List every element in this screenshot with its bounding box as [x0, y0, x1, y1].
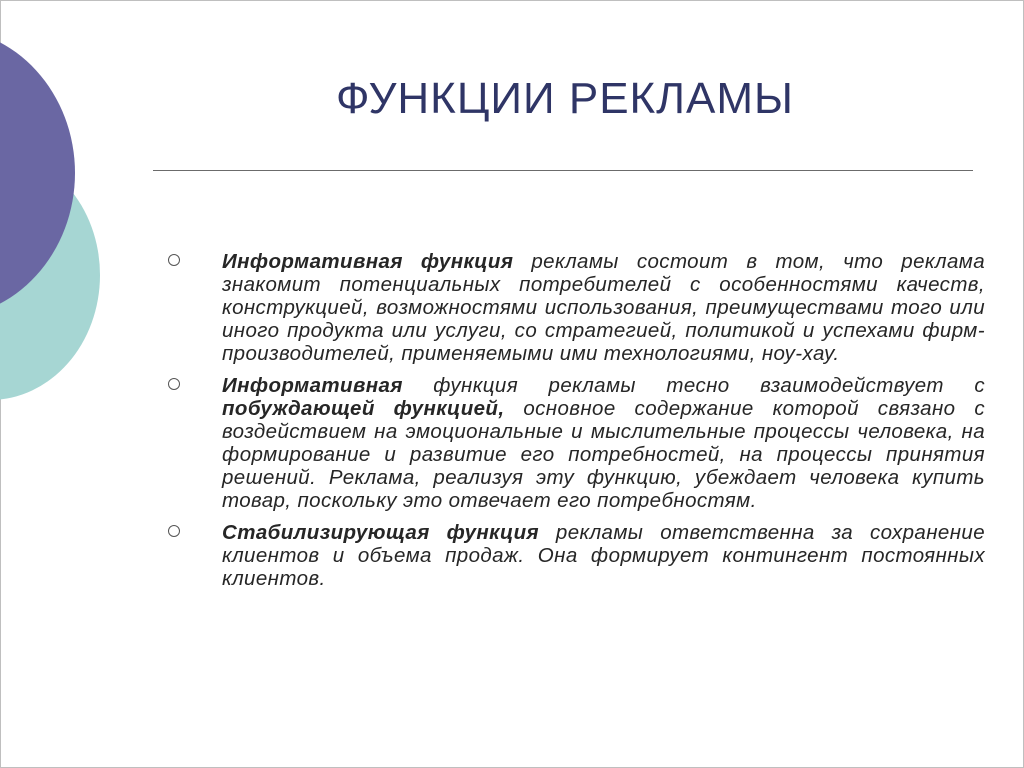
body-text: рекламы состоит в том, что реклама знакомит потенциальных потребителей с особенностями качеств, конструкцией, возможностями использования, преимуществами того или иного продукта или услуги, со стратегией, политикой и успехами фирм-производителей, применяемыми ими технологиями, ноу-хау. — [222, 250, 986, 365]
list-item — [165, 250, 985, 365]
bullet-text — [222, 374, 985, 512]
title-divider — [153, 170, 973, 171]
body-text: функция рекламы тесно взаимодействует с — [402, 374, 985, 397]
list-item — [165, 521, 985, 590]
hollow-circle-bullet-icon — [168, 378, 180, 390]
bold-term: Информативная функция — [222, 250, 514, 273]
bold-term: Информативная — [222, 374, 403, 397]
hollow-circle-bullet-icon — [168, 525, 180, 537]
bold-term: Стабилизирующая функция — [222, 521, 540, 544]
bullet-text — [222, 250, 985, 365]
body-text: основное содержание которой связано с воздействием на эмоциональные и мыслительные процессы человека, на формирование и развитие его потребностей, на процессы принятия решений. Реклама, реализуя эту функцию, убеждает человека купить товар, поскольку это отвечает его потребностям. — [222, 397, 985, 512]
body-text: рекламы ответственна за сохранение клиентов и объема продаж. Она формирует контингент постоянных клиентов. — [222, 521, 985, 590]
hollow-circle-bullet-icon — [168, 254, 180, 266]
slide-title: ФУНКЦИИ РЕКЛАМЫ — [335, 74, 794, 123]
list-item — [165, 374, 985, 512]
bold-term: побуждающей функцией, — [222, 397, 505, 420]
bullet-text — [222, 521, 985, 590]
bullet-list — [165, 250, 985, 599]
